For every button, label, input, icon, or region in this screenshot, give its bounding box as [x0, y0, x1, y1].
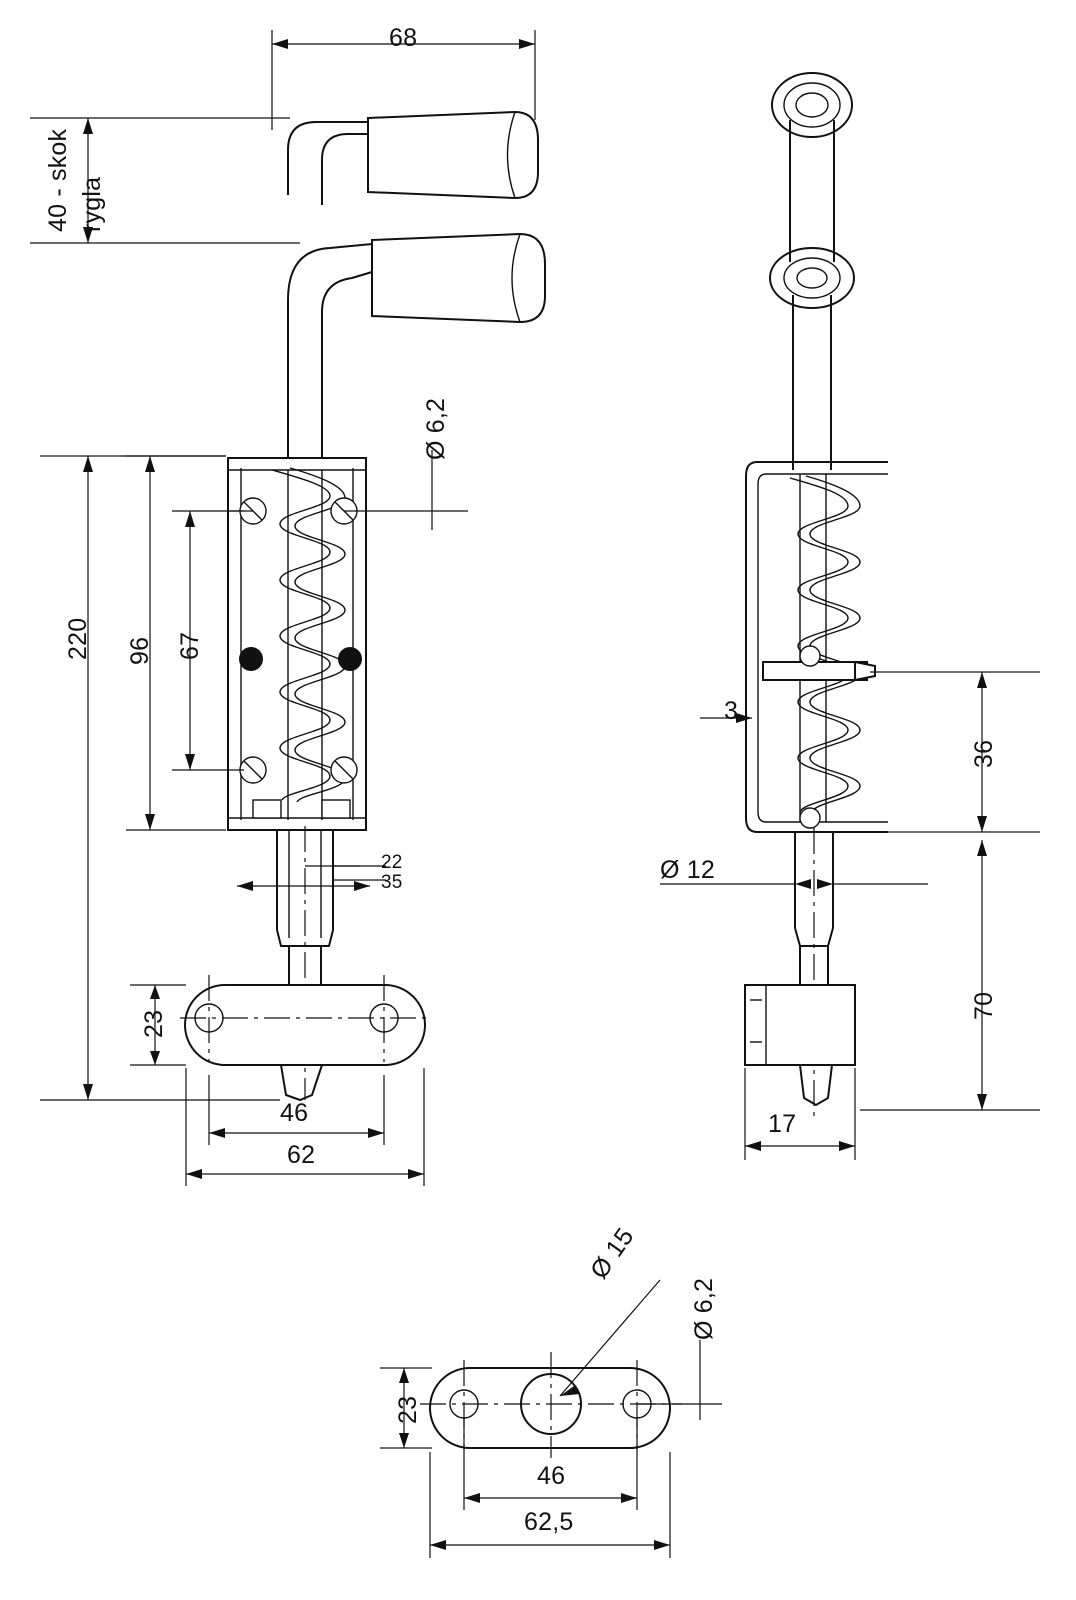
dim-label-67: 67: [176, 631, 204, 660]
dim-label-stroke-line2: rygla: [78, 176, 106, 232]
dim-label-36: 36: [970, 739, 998, 768]
dim-label-stroke-line1: 40 - skok: [44, 128, 72, 232]
dim-label-23-front: 23: [140, 1009, 168, 1038]
dim-label-dia-6-2-plate: Ø 6,2: [690, 1277, 718, 1340]
view-front: [30, 30, 545, 1186]
dim-label-dia-15: Ø 15: [585, 1222, 640, 1285]
dim-label-220: 220: [64, 617, 92, 660]
dim-label-23-plate: 23: [394, 1395, 422, 1424]
dim-label-62-5: 62,5: [524, 1508, 574, 1536]
dim-label-46-front: 46: [280, 1099, 309, 1127]
dim-label-dia-6-2-front: Ø 6,2: [422, 397, 450, 460]
dim-label-96: 96: [126, 636, 154, 665]
dim-label-22: 22: [381, 852, 403, 873]
dim-label-70: 70: [970, 991, 998, 1020]
dim-label-46-plate: 46: [537, 1462, 566, 1490]
dim-label-62-front: 62: [287, 1141, 316, 1169]
dim-label-35: 35: [381, 872, 403, 893]
dim-label-17: 17: [768, 1110, 797, 1138]
dim-label-68: 68: [389, 24, 418, 52]
dim-label-dia-12: Ø 12: [660, 856, 715, 884]
dim-label-3: 3: [724, 697, 739, 725]
